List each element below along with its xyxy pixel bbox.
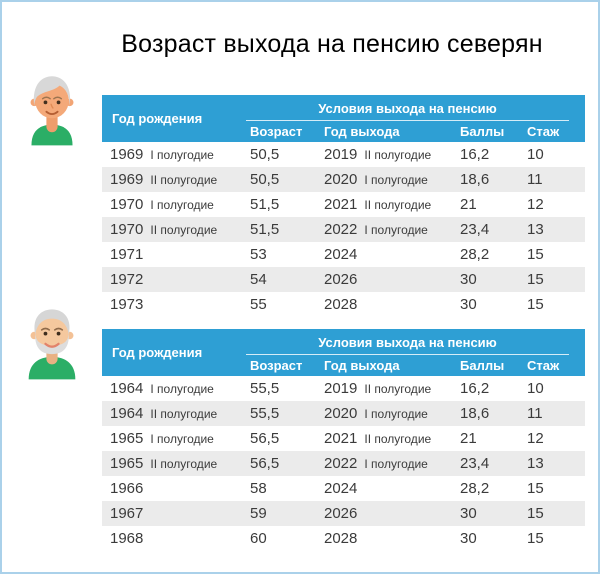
exit-year-cell — [316, 426, 452, 451]
exit-year-cell — [316, 192, 452, 217]
exit-year-cell — [316, 376, 452, 401]
exit-year-cell — [316, 267, 452, 292]
table-row — [102, 267, 585, 292]
table-body — [102, 142, 585, 317]
experience-cell: 12 — [527, 196, 544, 213]
exit-year-value: 2022 — [324, 455, 358, 472]
exit-year-cell — [316, 401, 452, 426]
half-year-label: II полугодие — [150, 223, 218, 237]
exit-year-value: 2021 — [324, 430, 358, 447]
half-year-label: II полугодие — [364, 432, 432, 446]
age-cell: 59 — [250, 505, 267, 522]
age-cell: 56,5 — [250, 430, 280, 447]
points-cell: 28,2 — [460, 480, 490, 497]
points-cell: 30 — [460, 505, 477, 522]
birth-year-cell — [102, 167, 242, 192]
column-header-experience: Стаж — [519, 121, 585, 142]
group-header-label: Условия выхода на пенсию — [246, 95, 569, 121]
age-cell: 51,5 — [250, 221, 280, 238]
women-retirement-table — [102, 95, 585, 317]
table-row — [102, 526, 585, 551]
column-header-exit-year: Год выхода — [316, 355, 452, 376]
birth-year-cell — [102, 242, 242, 267]
exit-year-cell — [316, 167, 452, 192]
column-header-birth-year: Год рождения — [102, 95, 242, 142]
birth-year-cell — [102, 192, 242, 217]
table-body — [102, 376, 585, 551]
exit-year-cell — [316, 476, 452, 501]
exit-year-value: 2020 — [324, 171, 358, 188]
birth-year-cell — [102, 142, 242, 167]
birth-year-value: 1966 — [110, 480, 144, 497]
points-cell: 28,2 — [460, 246, 490, 263]
avatar-column — [16, 329, 102, 551]
birth-year-cell — [102, 501, 242, 526]
experience-cell: 15 — [527, 505, 544, 522]
column-header-points: Баллы — [452, 121, 519, 142]
points-cell: 16,2 — [460, 380, 490, 397]
exit-year-value: 2019 — [324, 380, 358, 397]
table-row — [102, 292, 585, 317]
exit-year-cell — [316, 242, 452, 267]
birth-year-value: 1973 — [110, 296, 144, 313]
points-cell: 23,4 — [460, 455, 490, 472]
table-header — [102, 95, 585, 142]
exit-year-value: 2022 — [324, 221, 358, 238]
exit-year-cell — [316, 142, 452, 167]
birth-year-cell — [102, 451, 242, 476]
half-year-label: I полугодие — [150, 382, 214, 396]
table-row — [102, 376, 585, 401]
age-cell: 50,5 — [250, 171, 280, 188]
birth-year-value: 1964 — [110, 380, 144, 397]
half-year-label: I полугодие — [150, 198, 214, 212]
table-row — [102, 167, 585, 192]
points-cell: 21 — [460, 430, 477, 447]
points-cell: 21 — [460, 196, 477, 213]
half-year-label: I полугодие — [150, 148, 214, 162]
exit-year-cell — [316, 501, 452, 526]
column-header-age: Возраст — [242, 121, 316, 142]
experience-cell: 15 — [527, 296, 544, 313]
birth-year-value: 1969 — [110, 146, 144, 163]
table-row — [102, 242, 585, 267]
age-cell: 54 — [250, 271, 267, 288]
age-cell: 58 — [250, 480, 267, 497]
half-year-label: II полугодие — [364, 148, 432, 162]
half-year-label: I полугодие — [364, 457, 428, 471]
exit-year-cell — [316, 451, 452, 476]
birth-year-value: 1969 — [110, 171, 144, 188]
exit-year-cell — [316, 292, 452, 317]
column-header-experience: Стаж — [519, 355, 585, 376]
table-row — [102, 192, 585, 217]
points-cell: 16,2 — [460, 146, 490, 163]
birth-year-cell — [102, 526, 242, 551]
half-year-label: II полугодие — [150, 457, 218, 471]
column-header-age: Возраст — [242, 355, 316, 376]
table-row — [102, 476, 585, 501]
half-year-label: II полугодие — [150, 407, 218, 421]
experience-cell: 12 — [527, 430, 544, 447]
experience-cell: 10 — [527, 380, 544, 397]
table-row — [102, 217, 585, 242]
table-row — [102, 426, 585, 451]
age-cell: 55,5 — [250, 405, 280, 422]
experience-cell: 15 — [527, 271, 544, 288]
exit-year-cell — [316, 526, 452, 551]
birth-year-value: 1967 — [110, 505, 144, 522]
experience-cell: 11 — [527, 405, 543, 422]
birth-year-cell — [102, 376, 242, 401]
birth-year-cell — [102, 217, 242, 242]
group-header-label: Условия выхода на пенсию — [246, 329, 569, 355]
birth-year-cell — [102, 476, 242, 501]
men-retirement-section — [16, 329, 583, 551]
table-row — [102, 142, 585, 167]
avatar-column — [16, 95, 102, 317]
column-header-birth-year: Год рождения — [102, 329, 242, 376]
exit-year-value: 2028 — [324, 530, 358, 547]
age-cell: 53 — [250, 246, 267, 263]
elderly-man-icon — [24, 303, 80, 381]
age-cell: 55 — [250, 296, 267, 313]
experience-cell: 15 — [527, 246, 544, 263]
column-header-exit-year: Год выхода — [316, 121, 452, 142]
experience-cell: 13 — [527, 455, 544, 472]
experience-cell: 11 — [527, 171, 543, 188]
column-group-header-conditions — [242, 329, 585, 355]
women-retirement-section — [16, 95, 583, 317]
half-year-label: II полугодие — [364, 382, 432, 396]
column-group-header-conditions — [242, 95, 585, 121]
birth-year-value: 1965 — [110, 430, 144, 447]
half-year-label: I полугодие — [364, 407, 428, 421]
table-row — [102, 501, 585, 526]
points-cell: 30 — [460, 296, 477, 313]
table-header — [102, 329, 585, 376]
points-cell: 30 — [460, 271, 477, 288]
points-cell: 18,6 — [460, 405, 490, 422]
exit-year-value: 2024 — [324, 480, 358, 497]
age-cell: 55,5 — [250, 380, 280, 397]
experience-cell: 13 — [527, 221, 544, 238]
birth-year-value: 1964 — [110, 405, 144, 422]
table-row — [102, 451, 585, 476]
half-year-label: I полугодие — [364, 173, 428, 187]
age-cell: 51,5 — [250, 196, 280, 213]
page-title: Возраст выхода на пенсию северян — [121, 30, 543, 58]
birth-year-value: 1968 — [110, 530, 144, 547]
exit-year-value: 2028 — [324, 296, 358, 313]
birth-year-cell — [102, 292, 242, 317]
exit-year-value: 2019 — [324, 146, 358, 163]
exit-year-value: 2026 — [324, 271, 358, 288]
table-row — [102, 401, 585, 426]
age-cell: 50,5 — [250, 146, 280, 163]
exit-year-value: 2024 — [324, 246, 358, 263]
half-year-label: I полугодие — [364, 223, 428, 237]
exit-year-value: 2020 — [324, 405, 358, 422]
birth-year-value: 1965 — [110, 455, 144, 472]
half-year-label: II полугодие — [150, 173, 218, 187]
birth-year-cell — [102, 401, 242, 426]
experience-cell: 10 — [527, 146, 544, 163]
exit-year-value: 2026 — [324, 505, 358, 522]
half-year-label: I полугодие — [150, 432, 214, 446]
birth-year-value: 1970 — [110, 196, 144, 213]
birth-year-value: 1971 — [110, 246, 144, 263]
birth-year-cell — [102, 267, 242, 292]
column-header-points: Баллы — [452, 355, 519, 376]
exit-year-value: 2021 — [324, 196, 358, 213]
points-cell: 30 — [460, 530, 477, 547]
age-cell: 56,5 — [250, 455, 280, 472]
experience-cell: 15 — [527, 480, 544, 497]
points-cell: 23,4 — [460, 221, 490, 238]
birth-year-value: 1972 — [110, 271, 144, 288]
birth-year-cell — [102, 426, 242, 451]
birth-year-value: 1970 — [110, 221, 144, 238]
age-cell: 60 — [250, 530, 267, 547]
half-year-label: II полугодие — [364, 198, 432, 212]
elderly-woman-icon — [24, 69, 80, 147]
men-retirement-table — [102, 329, 585, 551]
exit-year-cell — [316, 217, 452, 242]
experience-cell: 15 — [527, 530, 544, 547]
points-cell: 18,6 — [460, 171, 490, 188]
